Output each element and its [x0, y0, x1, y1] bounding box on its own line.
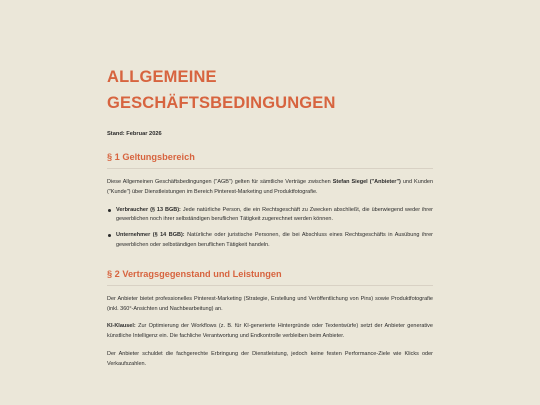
section-divider	[107, 285, 433, 286]
section-divider	[107, 168, 433, 169]
document-content	[107, 64, 433, 370]
intro-text-a: Diese Allgemeinen Geschäftsbedingungen ("AGB") gelten für sämtliche Verträge zwischen	[107, 179, 333, 185]
provider-name: Stefan Siegel	[332, 179, 368, 185]
section-heading-geltungsbereich: § 1 Geltungsbereich	[107, 152, 195, 162]
page-title-line-1: ALLGEMEINE	[107, 68, 217, 86]
provider-role: ("Anbieter")	[369, 179, 401, 185]
definition-text: Natürliche oder juristische Personen, die bei Abschluss eines Rechtsgeschäfts in Ausübung ihrer gewerblichen oder selbständigen beruflichen Tätigkeit handeln.	[116, 232, 433, 248]
section-heading-vertragsgegenstand: § 2 Vertragsgegenstand und Leistungen	[107, 268, 282, 279]
section-intro-paragraph	[107, 178, 433, 198]
list-item-verbraucher	[107, 206, 433, 226]
intro-text-c: und Kunden ("Kunde") über Dienstleistungen im Bereich Pinterest-Marketing und Produktfotografie.	[107, 179, 433, 195]
document-date: Stand: Februar 2026	[107, 131, 162, 137]
definitions-list	[107, 206, 433, 251]
performance-paragraph: Der Anbieter schuldet die fachgerechte Erbringung der Dienstleistung, jedoch keine festen Performance-Ziele wie Klicks oder Verkaufszahlen.	[107, 350, 433, 367]
ki-clause-text: Zur Optimierung der Workflows (z. B. für KI-generierte Hintergründe oder Textentwürfe) setzt der Anbieter generative künstliche Intelligenz ein. Die fachliche Verantwortung und Endkontrolle verbleiben beim Anbieter.	[107, 323, 433, 340]
page-title-line-2: GESCHÄFTSBEDINGUNGEN	[107, 94, 336, 112]
definition-term: Verbraucher (§ 13 BGB):	[116, 206, 181, 213]
definition-text: Jede natürliche Person, die ein Rechtsgeschäft zu Zwecken abschließt, die überwiegend weder ihrer gewerblichen noch ihrer selbständigen beruflichen Tätigkeit zugerechnet werden können.	[116, 206, 433, 223]
services-paragraph: Der Anbieter bietet professionelles Pinterest-Marketing (Strategie, Erstellung und Veröffentlichung von Pins) sowie Produktfotografie (inkl. 360°-Ansichten und Nachbearbeitung) an.	[107, 295, 433, 312]
definition-term: Unternehmer (§ 14 BGB):	[116, 232, 185, 239]
ki-clause-paragraph	[107, 322, 433, 342]
list-item-unternehmer	[107, 231, 433, 251]
ki-clause-label: KI-Klausel:	[107, 323, 136, 330]
page-title	[107, 64, 433, 116]
